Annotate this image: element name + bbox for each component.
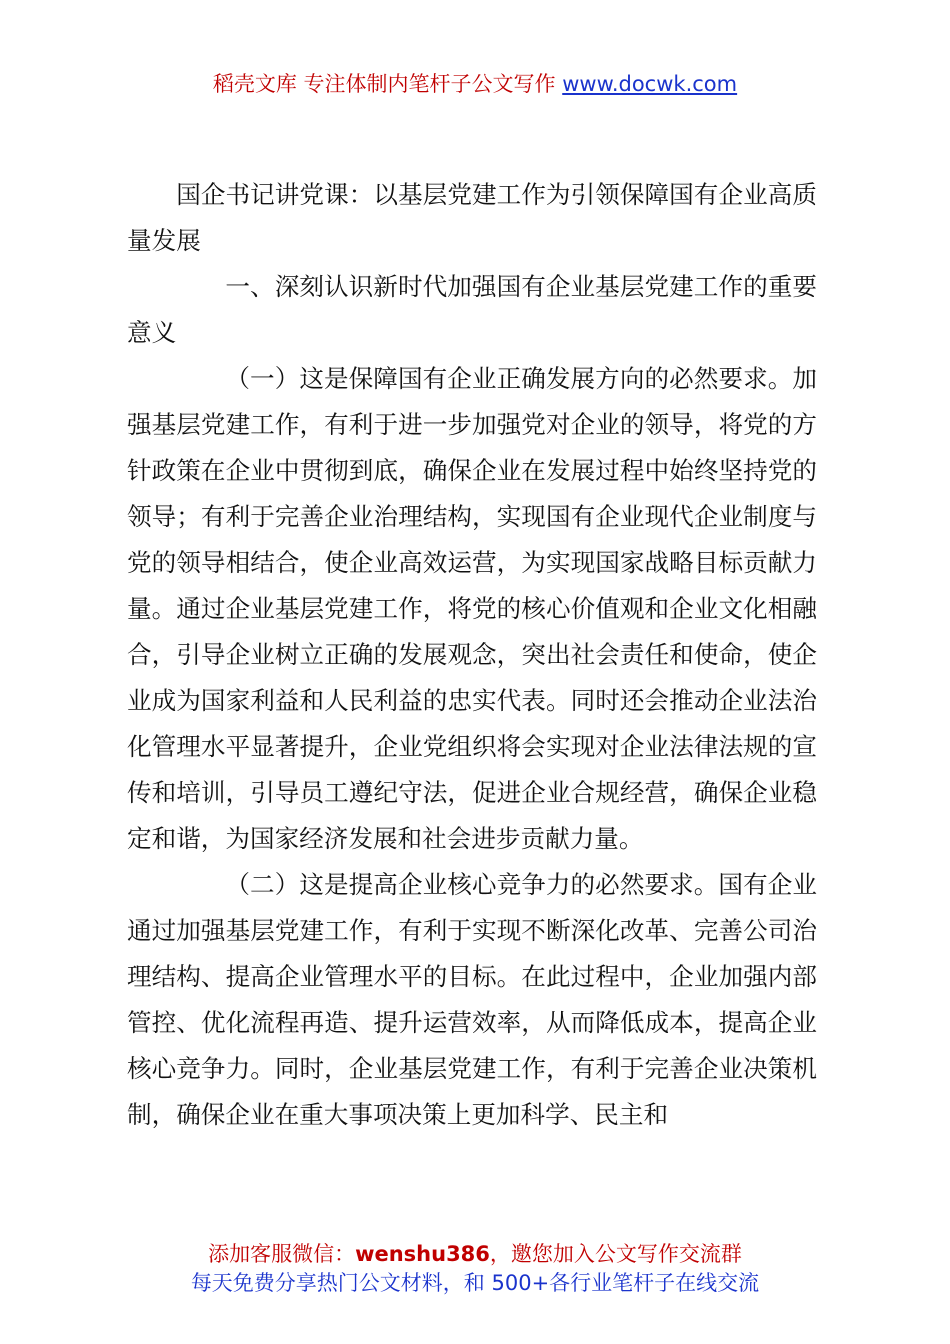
document-title: 国企书记讲党课：以基层党建工作为引领保障国有企业高质量发展 <box>127 180 817 255</box>
page-footer <box>0 1240 950 1298</box>
footer-contact-line <box>0 1240 950 1269</box>
header-url-link[interactable]: www.docwk.com <box>562 72 738 96</box>
footer-contact-prefix: 添加客服微信： <box>208 1242 356 1266</box>
footer-contact-suffix: ，邀您加入公文写作交流群 <box>489 1242 742 1266</box>
page-header <box>0 70 950 98</box>
document-body <box>127 172 817 1138</box>
body-paragraph-1: （一）这是保障国有企业正确发展方向的必然要求。加强基层党建工作，有利于进一步加强党对企业的领导，将党的方针政策在企业中贯彻到底，确保企业在发展过程中始终坚持党的领导；有利于完善企业治理结构，实现国有企业现代企业制度与党的领导相结合，使企业高效运营，为实现国家战略目标贡献力量。通过企业基层党建工作，将党的核心价值观和企业文化相融合，引导企业树立正确的发展观念，突出社会责任和使命，使企业成为国家利益和人民利益的忠实代表。同时还会推动企业法治化管理水平显著提升，企业党组织将会实现对企业法律法规的宣传和培训，引导员工遵纪守法，促进企业合规经营，确保企业稳定和谐，为国家经济发展和社会进步贡献力量。 <box>127 364 817 853</box>
footer-wechat-id: wenshu386 <box>355 1242 490 1266</box>
footer-promo-line: 每天免费分享热门公文材料，和 500+各行业笔杆子在线交流 <box>190 1271 760 1295</box>
section-heading: 一、深刻认识新时代加强国有企业基层党建工作的重要意义 <box>127 272 817 347</box>
body-paragraph-2: （二）这是提高企业核心竞争力的必然要求。国有企业通过加强基层党建工作，有利于实现不断深化改革、完善公司治理结构、提高企业管理水平的目标。在此过程中，企业加强内部管控、优化流程再造、提升运营效率，从而降低成本，提高企业核心竞争力。同时，企业基层党建工作，有利于完善企业决策机制，确保企业在重大事项决策上更加科学、民主和 <box>127 870 817 1129</box>
header-brand-text: 稻壳文库 专注体制内笔杆子公文写作 <box>212 72 563 96</box>
